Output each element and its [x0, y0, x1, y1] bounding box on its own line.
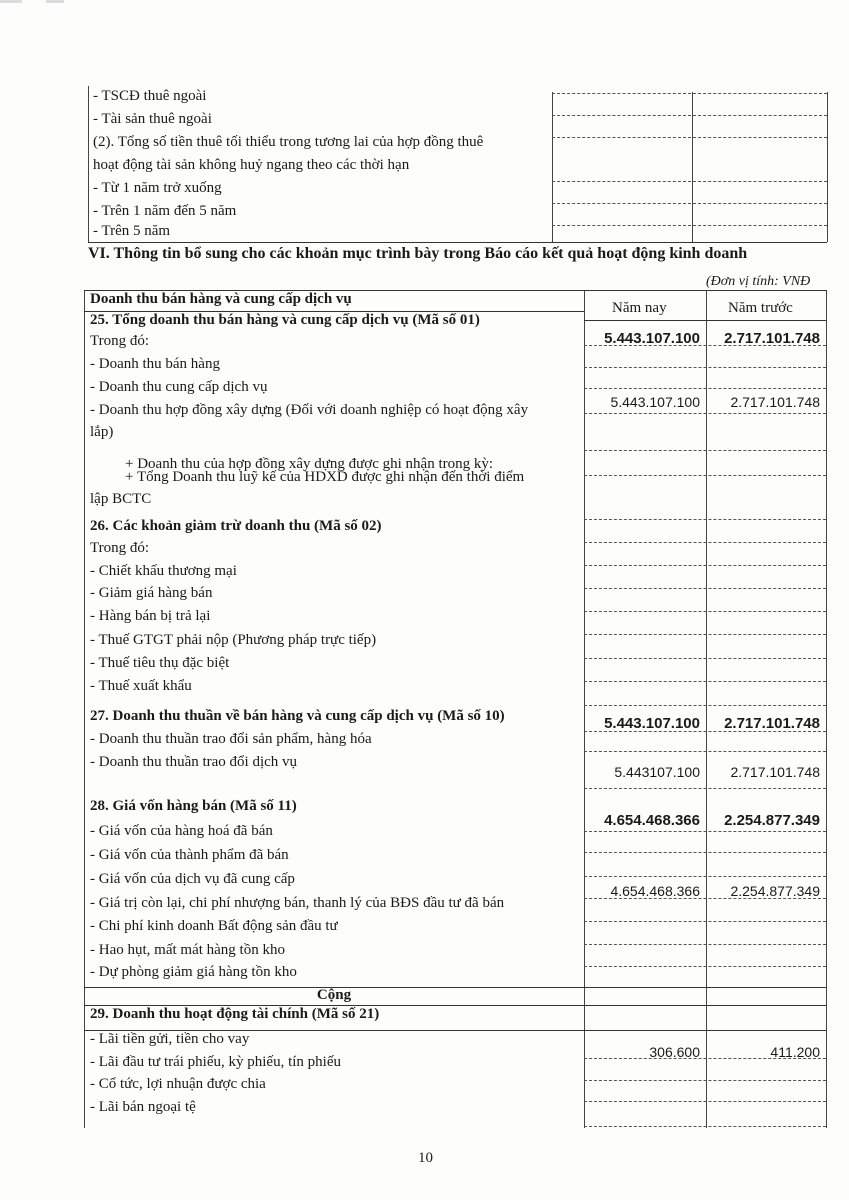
table-row-label: - Giá vốn của dịch vụ đã cung cấp [90, 871, 295, 887]
table-row-label: - Thuế tiêu thụ đặc biệt [90, 655, 230, 671]
table-row-label: - Thuế GTGT phải nộp (Phương pháp trực tiếp) [90, 632, 377, 648]
row-divider [584, 966, 826, 967]
row-divider [584, 588, 826, 589]
table-row-label: + Tổng Doanh thu luỹ kế của HDXD được ghi nhận đến thời điểm [125, 469, 525, 485]
table-cell-previous: 2.717.101.748 [730, 764, 820, 780]
row-divider [584, 898, 826, 899]
row-divider [584, 852, 826, 853]
table-row-label: - Chi phí kinh doanh Bất động sản đầu tư [90, 918, 338, 934]
table-row-label: - Giảm giá hàng bán [90, 585, 213, 601]
row-divider [584, 450, 826, 451]
row-divider [584, 751, 826, 752]
column-header-previous: Năm trước [728, 300, 793, 316]
table-row-label: - Giá trị còn lại, chi phí nhượng bán, thanh lý của BĐS đầu tư đã bán [90, 895, 505, 911]
table-cell-previous: 2.717.101.748 [730, 394, 820, 410]
lease-grid-line [552, 137, 827, 138]
table-row-label: - Doanh thu hợp đồng xây dựng (Đối với doanh nghiệp có hoạt động xây [90, 402, 529, 418]
table-row-label: - Doanh thu thuần trao đổi sản phẩm, hàng hóa [90, 731, 372, 747]
row-divider [584, 475, 826, 476]
lease-item: - TSCĐ thuê ngoài [93, 88, 207, 104]
table-row-label: lắp) [90, 424, 114, 440]
row-divider [584, 1101, 826, 1102]
lease-item: hoạt động tài sản không huỷ ngang theo các thời hạn [93, 157, 410, 173]
table-row-label: - Hàng bán bị trả lại [90, 608, 211, 624]
table-row-label: 27. Doanh thu thuần về bán hàng và cung cấp dịch vụ (Mã số 10) [90, 708, 505, 724]
lease-grid-line [552, 115, 827, 116]
table-col-divider [584, 290, 585, 1128]
lease-item: (2). Tổng số tiền thuê tối thiểu trong tương lai của hợp đồng thuê [93, 134, 484, 150]
row-divider [584, 921, 826, 922]
row-divider [584, 1058, 826, 1059]
lease-grid-line [552, 225, 827, 226]
page-number: 10 [418, 1150, 433, 1166]
row-divider [584, 831, 826, 832]
table-row-label: - Lãi bán ngoại tệ [90, 1099, 196, 1115]
scan-mark [0, 0, 22, 3]
row-divider [584, 705, 826, 706]
lease-item: - Từ 1 năm trở xuống [93, 180, 222, 196]
table-row-label: - Doanh thu bán hàng [90, 356, 220, 372]
table-row-label: - Thuế xuất khẩu [90, 678, 192, 694]
row-divider [584, 542, 826, 543]
table-row-label: 28. Giá vốn hàng bán (Mã số 11) [90, 798, 297, 814]
table-cell-previous: 2.254.877.349 [724, 812, 820, 829]
table-cell-current: 306.600 [649, 1044, 700, 1060]
table-right-border [826, 290, 827, 1128]
table-header-label: Doanh thu bán hàng và cung cấp dịch vụ [90, 291, 352, 307]
table-row-label: - Lãi đầu tư trái phiếu, kỳ phiếu, tín phiếu [90, 1054, 341, 1070]
table-cell-previous: 2.254.877.349 [730, 883, 820, 899]
row-divider [584, 1080, 826, 1081]
column-header-current: Năm nay [612, 300, 667, 316]
row-divider [584, 345, 826, 346]
row-divider [584, 944, 826, 945]
row-divider [584, 1126, 826, 1127]
row-divider [584, 658, 826, 659]
table-row-label: Cộng [316, 987, 352, 1003]
table-row-label: 26. Các khoản giảm trừ doanh thu (Mã số 02) [90, 518, 382, 534]
table-cell-current: 5.443.107.100 [604, 715, 700, 732]
lease-left-border [88, 86, 89, 242]
table-cell-previous: 2.717.101.748 [724, 715, 820, 732]
header-divider [584, 320, 826, 321]
table-row-label: + Doanh thu của hợp đồng xây dựng được ghi nhận trong kỳ: [125, 456, 494, 472]
table-row-label: - Hao hụt, mất mát hàng tồn kho [90, 942, 285, 958]
table-cell-current: 4.654.468.366 [610, 883, 700, 899]
table-col-divider [706, 290, 707, 1128]
table-row-label: - Cổ tức, lợi nhuận được chia [90, 1076, 266, 1092]
row-divider [584, 519, 826, 520]
row-divider [584, 634, 826, 635]
lease-grid-line [552, 203, 827, 204]
table-row-label: - Doanh thu cung cấp dịch vụ [90, 379, 268, 395]
lease-item: - Tài sản thuê ngoài [93, 111, 212, 127]
table-row-label: - Dự phòng giảm giá hàng tồn kho [90, 964, 297, 980]
table-row-label: lập BCTC [90, 491, 152, 507]
lease-grid-line [552, 93, 827, 94]
table-cell-current: 5.443.107.100 [610, 394, 700, 410]
table-cell-previous: 411.200 [770, 1044, 820, 1060]
table-row-label: - Lãi tiền gửi, tiền cho vay [90, 1031, 250, 1047]
table-cell-previous: 2.717.101.748 [724, 330, 820, 347]
scan-mark [46, 0, 64, 3]
row-divider [584, 413, 826, 414]
table-row-label: 29. Doanh thu hoạt động tài chính (Mã số 21) [90, 1006, 380, 1022]
table-row-label: - Chiết khấu thương mại [90, 563, 237, 579]
row-divider [584, 788, 826, 789]
table-cell-current: 4.654.468.366 [604, 812, 700, 829]
lease-grid-line [827, 92, 828, 242]
lease-bottom-border [88, 242, 827, 243]
row-divider [584, 565, 826, 566]
row-divider [584, 681, 826, 682]
table-row-label: - Doanh thu thuần trao đổi dịch vụ [90, 754, 298, 770]
row-divider [584, 388, 826, 389]
table-cell-current: 5.443.107.100 [604, 330, 700, 347]
lease-item: - Trên 1 năm đến 5 năm [93, 203, 237, 219]
table-row-label: - Giá vốn của thành phẩm đã bán [90, 847, 289, 863]
table-row-label: Trong đó: [90, 540, 150, 556]
row-divider [584, 731, 826, 732]
row-divider [584, 611, 826, 612]
row-divider [584, 367, 826, 368]
table-row-label: - Giá vốn của hàng hoá đã bán [90, 823, 273, 839]
table-cell-current: 5.443107.100 [614, 764, 700, 780]
table-row-label: 25. Tổng doanh thu bán hàng và cung cấp dịch vụ (Mã số 01) [90, 312, 480, 328]
section-vi-title: VI. Thông tin bổ sung cho các khoản mục trình bày trong Báo cáo kết quả hoạt động kinh doanh [88, 245, 748, 262]
row-divider [584, 876, 826, 877]
table-row-label: Trong đó: [90, 333, 150, 349]
unit-note: (Đơn vị tính: VNĐ [706, 274, 811, 289]
lease-grid-line [552, 181, 827, 182]
lease-item: - Trên 5 năm [93, 223, 171, 239]
